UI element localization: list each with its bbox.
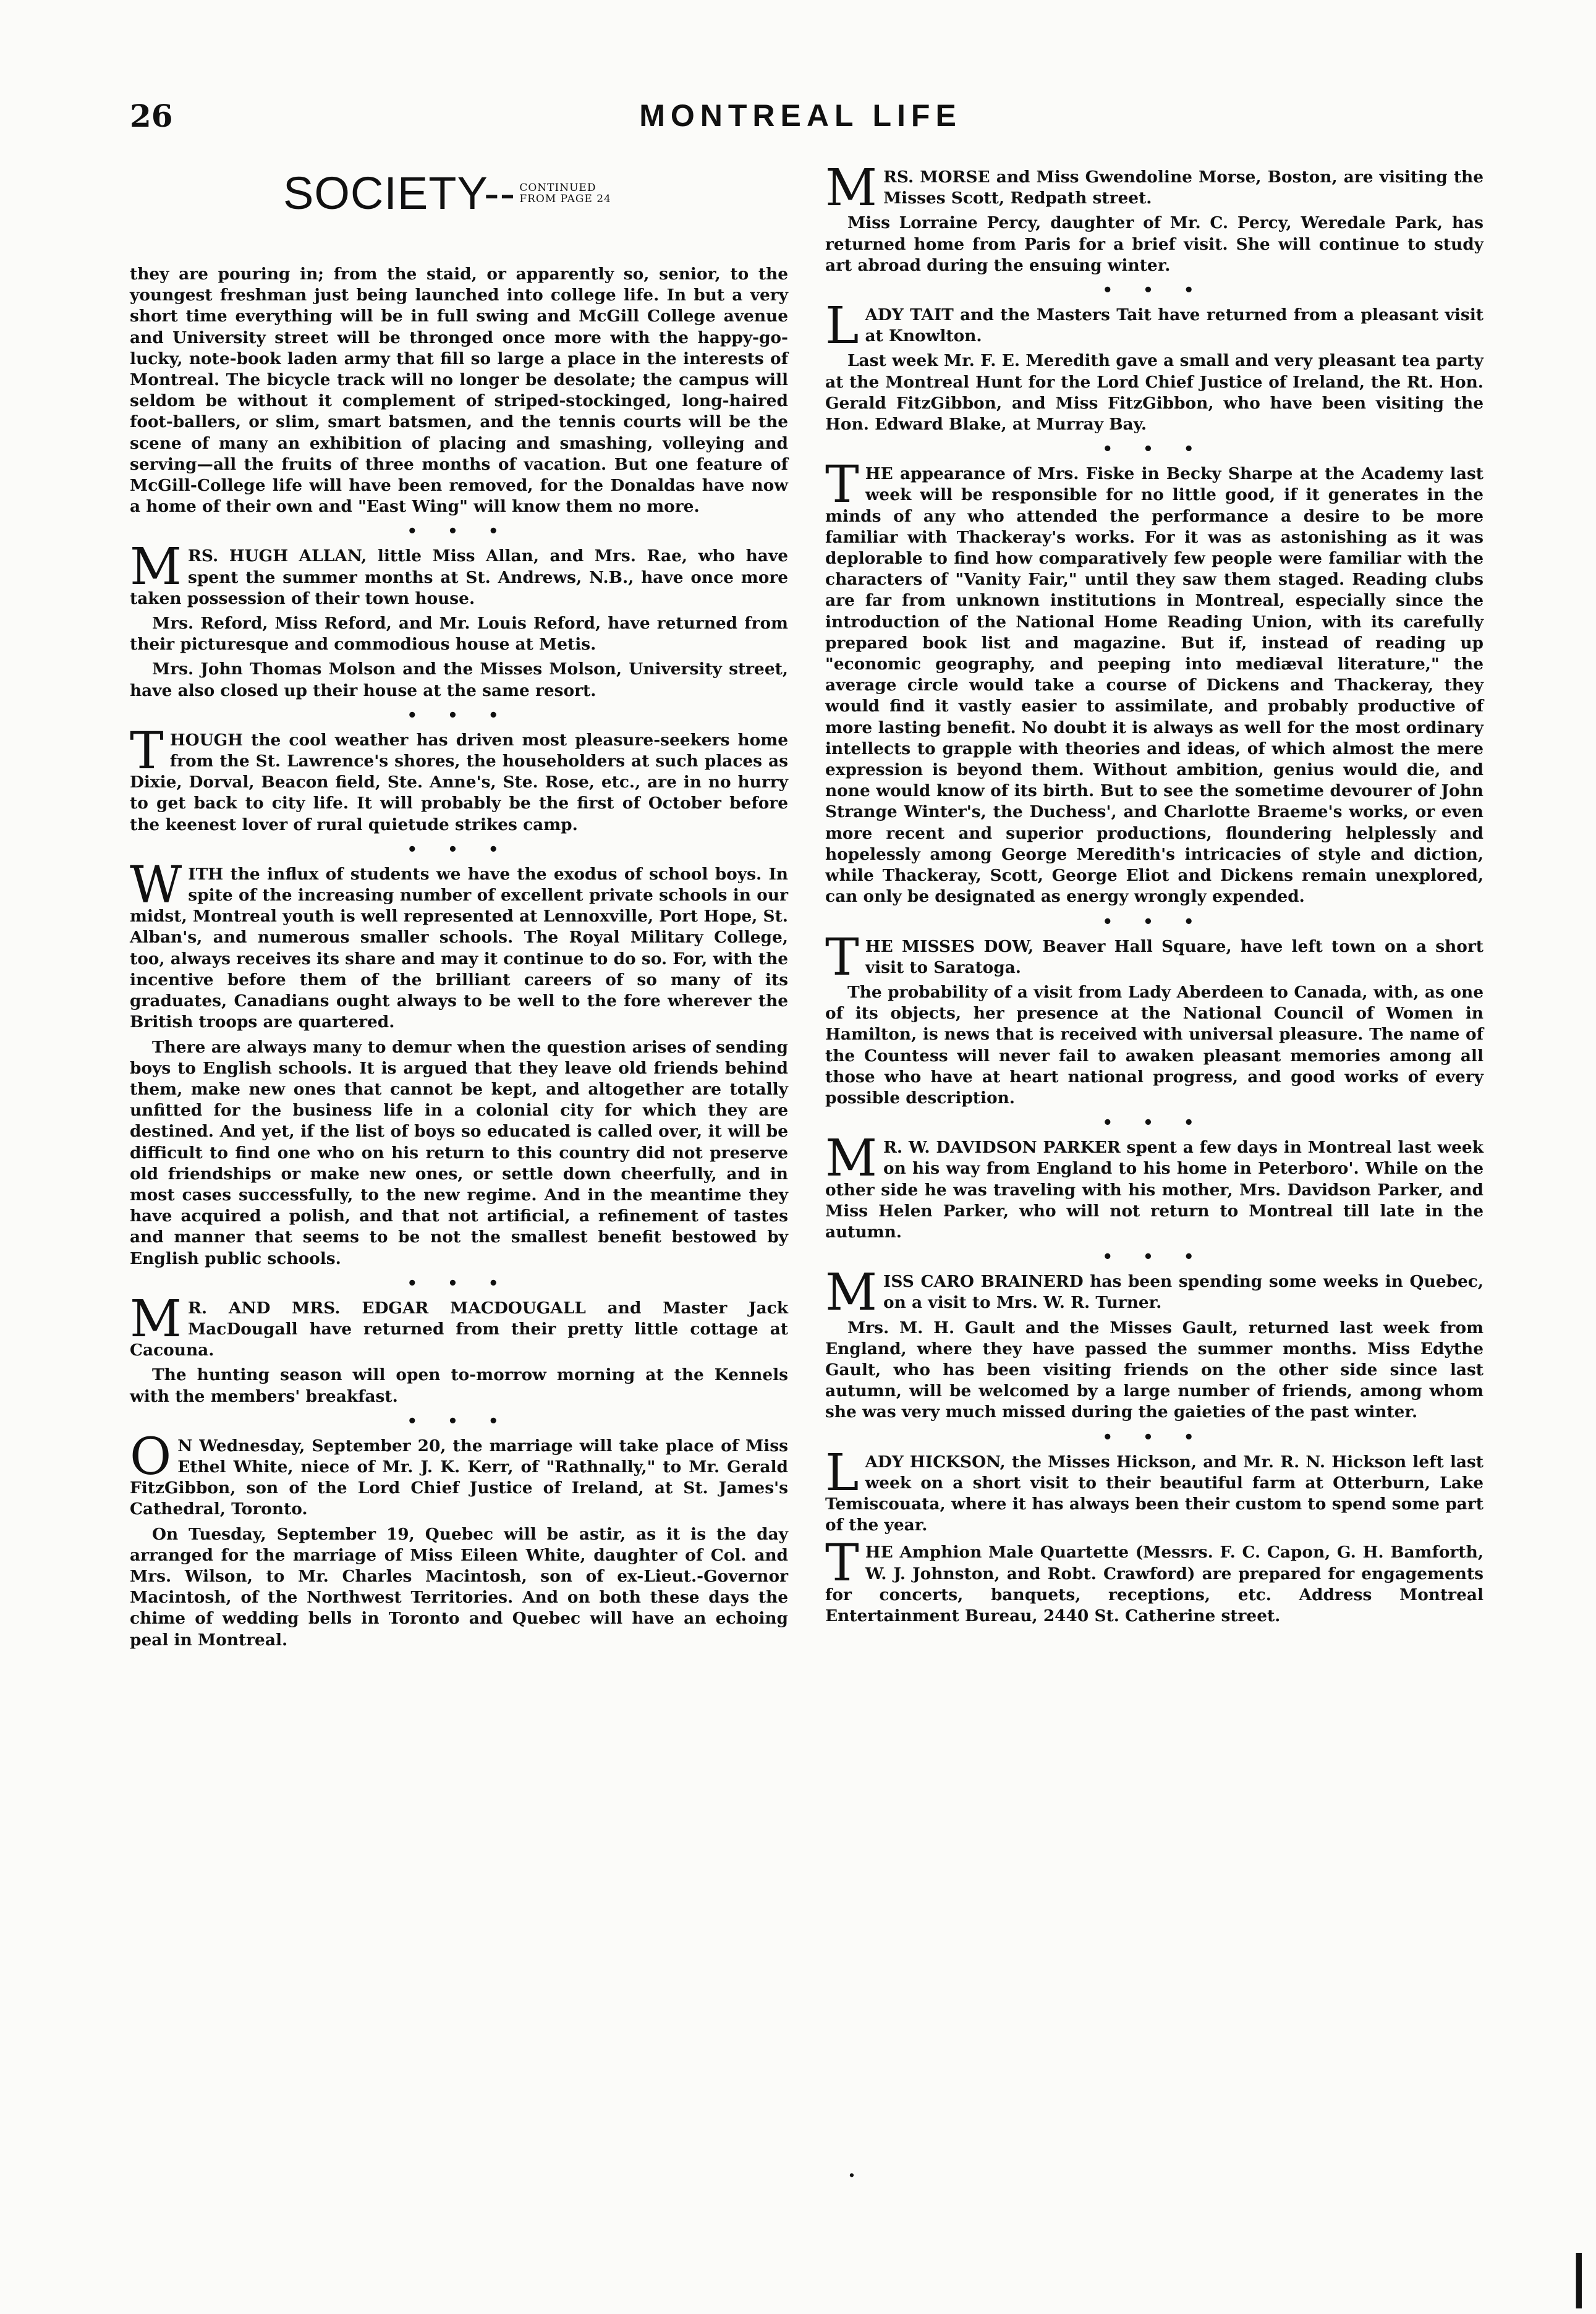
article-caro-brainerd bbox=[825, 1263, 1484, 1423]
drop-cap: M bbox=[130, 538, 182, 597]
paragraph: M R. AND MRS. EDGAR MACDOUGALL and Master Jack MacDougall have returned from their pretty little cottage at Cacouna. bbox=[130, 1289, 788, 1360]
section-separator: • • • bbox=[407, 522, 511, 541]
paragraph: Last week Mr. F. E. Meredith gave a small and very pleasant tea party at the Montreal Hunt for the Lord Chief Justice of Ireland, the Rt. Hon. Gerald FitzGibbon, and Miss FitzGibbon, who have been visiting the Hon. Edward Blake, at Murray Bay. bbox=[825, 351, 1484, 434]
article-weddings bbox=[130, 1427, 788, 1651]
article-school-boys bbox=[130, 855, 788, 1269]
section-separator: • • • bbox=[1102, 1248, 1207, 1267]
page-header bbox=[130, 98, 1471, 147]
section-separator: • • • bbox=[1102, 912, 1207, 931]
right-column bbox=[825, 159, 1484, 1633]
drop-cap: T bbox=[825, 928, 859, 987]
drop-cap: T bbox=[825, 1534, 859, 1593]
paragraph: Mrs. Reford, Miss Reford, and Mr. Louis Reford, have returned from their picturesque and commodious house at Metis. bbox=[130, 614, 788, 655]
paragraph: MRS. HUGH ALLAN, little Miss Allan, and Mrs. Rae, who have spent the summer months at St. Andrews, N.B., have once more taken possession of their town house. bbox=[130, 538, 788, 608]
continued-note-line1: CONTINUED bbox=[519, 181, 596, 194]
paragraph: MRS. MORSE and Miss Gwendoline Morse, Boston, are visiting the Misses Scott, Redpath street. bbox=[825, 159, 1484, 218]
paragraph: LADY HICKSON, the Misses Hickson, and Mr. R. N. Hickson left last week on a short visit to their beautiful farm at Otterburn, Lake Temiscouata, where it has always been their custom to spend some part of the year. bbox=[825, 1443, 1484, 1535]
page-number: 26 bbox=[130, 98, 173, 134]
paragraph: The probability of a visit from Lady Aberdeen to Canada, with, as one of its objects, her presence at the National Council of Women in Hamilton, is news that is received with universal pleasure. The name of the Countess will never fail to awaken pleasant memories among all those who have at heart national progress, and good works of every possible description. bbox=[825, 982, 1484, 1108]
section-separator: • • • bbox=[407, 1274, 511, 1293]
society-heading bbox=[283, 167, 788, 219]
article-macdougall bbox=[130, 1289, 788, 1407]
paragraph: O N Wednesday, September 20, the marriage will take place of Miss Ethel White, niece of Mr. J. K. Kerr, of "Rathnally," to Mr. Gerald FitzGibbon, son of the Lord Chief Justice of Ireland, at St. James's Cathedral, Toronto. bbox=[130, 1427, 788, 1519]
drop-cap: T bbox=[825, 456, 859, 515]
paragraph: THE Amphion Male Quartette (Messrs. F. C. Capon, G. H. Bamforth, W. J. Johnston, and Robt. Crawford) are prepared for engagements for concerts, banquets, receptions, etc. Address Montreal Entertainment Bureau, 2440 St. Catherine street. bbox=[825, 1534, 1484, 1625]
drop-cap: M bbox=[825, 159, 877, 218]
continued-note-line2: FROM PAGE 24 bbox=[519, 192, 611, 205]
drop-cap: M bbox=[130, 1289, 182, 1349]
drop-cap: M bbox=[825, 1129, 877, 1189]
section-separator: • • • bbox=[407, 706, 511, 725]
paragraph: On Tuesday, September 19, Quebec will be astir, as it is the day arranged for the marriage of Miss Eileen White, daughter of Col. and Mrs. Wilson, to Mr. Charles Macintosh, son of ex-Lieut.-Governor Macintosh, of the Northwest Territories. And on both these days the chime of wedding bells in Toronto and Quebec will have an echoing peal in Montreal. bbox=[130, 1524, 788, 1650]
paragraph: THOUGH the cool weather has driven most pleasure-seekers home from the St. Lawrence's shores, the householders at such places as Dixie, Dorval, Beacon field, Ste. Anne's, Ste. Rose, etc., are in no hurry to get back to city life. It will probably be the first of October before the keenest lover of rural quietude strikes camp. bbox=[130, 721, 788, 834]
drop-cap: L bbox=[825, 1443, 859, 1502]
continued-note bbox=[519, 182, 612, 205]
paragraph: Mrs. John Thomas Molson and the Misses Molson, University street, have also closed up their house at the same resort. bbox=[130, 659, 788, 700]
paragraph: Miss Lorraine Percy, daughter of Mr. C. Percy, Weredale Park, has returned home from Paris for a brief visit. She will continue to study art abroad during the ensuing winter. bbox=[825, 213, 1484, 275]
section-separator: • • • bbox=[1102, 440, 1207, 459]
drop-cap: W bbox=[130, 855, 182, 915]
section-separator: • • • bbox=[407, 840, 511, 859]
section-separator: • • • bbox=[407, 1412, 511, 1431]
section-separator: • • • bbox=[1102, 1428, 1207, 1447]
running-title: MONTREAL LIFE bbox=[639, 98, 962, 133]
article-morse bbox=[825, 159, 1484, 276]
article-lady-tait bbox=[825, 297, 1484, 435]
paragraph: Mrs. M. H. Gault and the Misses Gault, returned last week from England, where they have passed the summer months. Miss Edythe Gault, who has been visiting friends on the other side since last autumn, will be welcomed by a large number of friends, among whom she was very much missed during the gaieties of the past winter. bbox=[825, 1318, 1484, 1422]
advert-amphion-quartette bbox=[825, 1534, 1484, 1627]
section-title: SOCIETY-- bbox=[283, 167, 516, 219]
drop-cap: O bbox=[130, 1427, 172, 1486]
left-column bbox=[130, 167, 788, 1657]
drop-cap: M bbox=[825, 1263, 877, 1323]
stray-mark: · bbox=[848, 2163, 855, 2188]
section-separator: • • • bbox=[1102, 1114, 1207, 1133]
article-allan-family bbox=[130, 538, 788, 701]
paragraph: they are pouring in; from the staid, or apparently so, senior, to the youngest freshman just being launched into college life. In but a very short time everything will be in full swing and McGill College avenue and University street will be thronged once more with the happy-go-lucky, note-book laden army that fill so large a place in the interests of Montreal. The bicycle track will no longer be desolate; the campus will seldom be without it complement of striped-stockinged, long-haired foot-ballers, or slim, smart batsmen, and the tennis courts will be the scene of many an exhibition of placing and smashing, volleying and serving—all the fruits of three months of vacation. But one feature of McGill-College life will have been removed, for the Donaldas have now a home of their own and "East Wing" will know them no more. bbox=[130, 265, 788, 517]
article-misses-dow bbox=[825, 928, 1484, 1109]
paragraph: MISS CARO BRAINERD has been spending some weeks in Quebec, on a visit to Mrs. W. R. Turner. bbox=[825, 1263, 1484, 1323]
paragraph: THE MISSES DOW, Beaver Hall Square, have left town on a short visit to Saratoga. bbox=[825, 928, 1484, 987]
paragraph: THE appearance of Mrs. Fiske in Becky Sharpe at the Academy last week will be responsible for no little good, if it generates in the minds of any who attended the performance a desire to be more familiar with Thackeray's works. For it was as astonishing as it was deplorable to find how comparatively few people were familiar with the characters of "Vanity Fair," until they saw them staged. Reading clubs are far from unknown institutions in Montreal, especially since the introduction of the National Home Reading Union, with its carefully prepared book list and magazine. But if, instead of reading up "economic geography, and peeping into mediæval literature," the average circle would take a course of Dickens and Thackeray, they would find it vastly easier to assimilate, and probably productive of more lasting benefit. No doubt it is always as well for the most ordinary intellects to grapple with theories and ideas, of which almost the mere expression is beyond them. Without ambition, genius would die, and none would know of its birth. But to see the sometime devourer of John Strange Winter's, the Duchess', and Charlotte Braeme's works, or even more recent and superior productions, floundering helplessly and hopelessly among George Meredith's intricacies of style and diction, while Thackeray, Scott, George Eliot and Dickens remain unexplored, can only be designated as energy wrongly expended. bbox=[825, 456, 1484, 907]
paragraph: LADY TAIT and the Masters Tait have returned from a pleasant visit at Knowlton. bbox=[825, 297, 1484, 356]
drop-cap: L bbox=[825, 297, 859, 356]
paragraph: M R. W. DAVIDSON PARKER spent a few days in Montreal last week on his way from England to his home in Peterboro'. While on the other side he was traveling with his mother, Mrs. Davidson Parker, and Miss Helen Parker, who will not return to Montreal till late in the autumn. bbox=[825, 1129, 1484, 1242]
paragraph: WITH the influx of students we have the exodus of school boys. In spite of the increasing number of excellent private schools in our midst, Montreal youth is well represented at Lennoxville, Port Hope, St. Alban's, and numerous smaller schools. The Royal Military College, too, always receives its share and may it continue to do so. For, with the incentive before them of the brilliant careers of so many of its graduates, Canadians ought always to be well to the fore wherever the British troops are quartered. bbox=[130, 855, 788, 1032]
article-mcgill-students bbox=[130, 264, 788, 517]
drop-cap: T bbox=[130, 721, 164, 781]
article-summer-residents bbox=[130, 721, 788, 836]
article-lady-hickson bbox=[825, 1443, 1484, 1536]
article-davidson-parker bbox=[825, 1129, 1484, 1243]
margin-glyph: | bbox=[1569, 2244, 1589, 2309]
section-separator: • • • bbox=[1102, 281, 1207, 300]
article-mrs-fiske bbox=[825, 456, 1484, 907]
paragraph: There are always many to demur when the question arises of sending boys to English schools. It is argued that they leave old friends behind them, make new ones that cannot be kept, and altogether are totally unfitted for the business life in a colonial city for which they are destined. And yet, if the list of boys so educated is called over, it will be difficult to find one who on his return to this country did not preserve old friendships or make new ones, or settle down cheerfully, and in most cases successfully, to the new regime. And in the meantime they have acquired a polish, and that not artificial, a refinement of tastes and manner that seems to be not the smallest benefit bestowed by English public schools. bbox=[130, 1037, 788, 1268]
paragraph: The hunting season will open to-morrow morning at the Kennels with the members' breakfast. bbox=[130, 1365, 788, 1406]
